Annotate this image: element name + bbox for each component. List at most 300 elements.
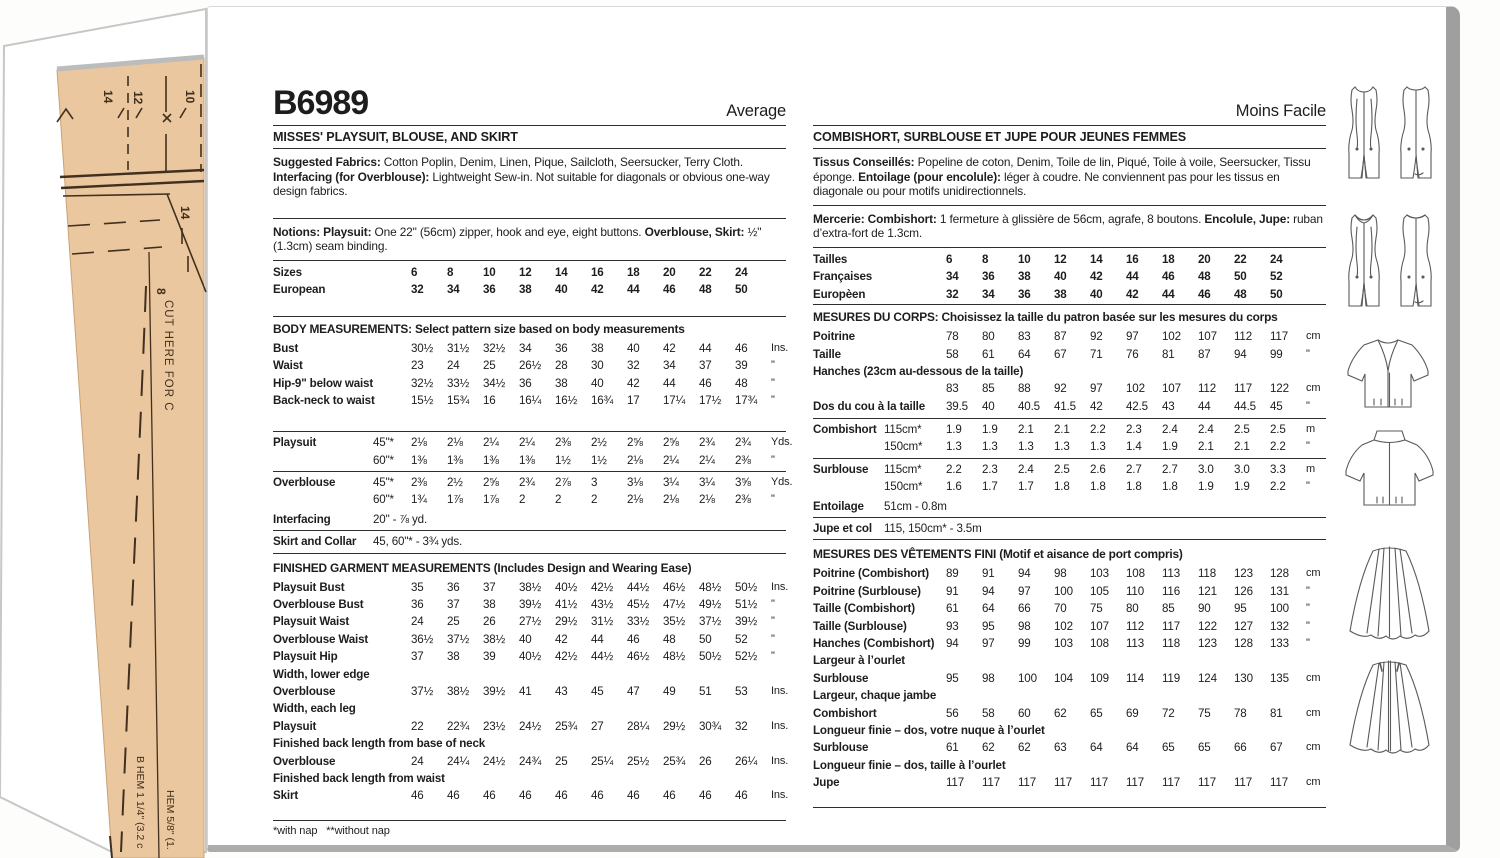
table-cell: 80 (1126, 602, 1139, 616)
table-cell: 40½ (519, 650, 542, 664)
table-cell: 117 (1018, 776, 1037, 790)
table-row (273, 666, 786, 683)
illustration-overblouse-front (1341, 335, 1439, 419)
table-cell: 37 (483, 580, 496, 594)
table-cell: 42 (663, 341, 676, 355)
table-cell: 67 (1270, 741, 1283, 755)
table-cell: 1.6 (946, 480, 962, 494)
unit-cell: m (1306, 462, 1316, 475)
table-cell: 2 (555, 493, 562, 507)
table-cell: 62 (1054, 706, 1067, 720)
table-cell: 32 (627, 359, 640, 373)
table-cell: 51 (699, 685, 712, 698)
table-cell: 1⅜ (483, 453, 499, 467)
unit-cell: " (771, 359, 775, 372)
unit-cell: " (1306, 584, 1310, 597)
tissue-cut-here-label: CUT HERE FOR C (162, 300, 174, 412)
table-row (813, 251, 1326, 268)
row-label: Hanches (23cm au-dessous de la taille) (813, 364, 1024, 378)
divider (813, 418, 1326, 419)
table-cell: 2.5 (1270, 423, 1286, 437)
row-text: 115, 150cm* - 3.5m (884, 522, 982, 536)
table-cell: 2⅛ (627, 493, 643, 507)
table-cell: 38 (555, 376, 568, 390)
table-cell: 2.2 (946, 462, 962, 476)
table-cell: 10 (483, 265, 496, 279)
table-cell: 2.3 (982, 462, 998, 476)
table-row (813, 421, 1326, 438)
table-cell: 2⅜ (735, 453, 751, 467)
row-label: Jupe (813, 776, 840, 790)
row-label: Interfacing (273, 512, 331, 526)
table-cell: 37 (447, 598, 460, 612)
paragraph-bold-text: Entoilage (pour encolule): (858, 169, 1005, 184)
table-cell: 124 (1198, 671, 1217, 685)
table-cell: 22 (1234, 252, 1247, 266)
tissue-hem-label: HEM 5/8" (1. (164, 790, 176, 850)
divider (813, 304, 1326, 305)
unit-cell: " (771, 493, 775, 506)
table-cell: 40 (1090, 287, 1103, 301)
table-cell: 35 (411, 580, 424, 594)
table-cell: 25¾ (663, 754, 686, 768)
table-cell: 38½ (483, 632, 506, 646)
table-cell: 47 (627, 685, 640, 698)
table-cell: 25½ (627, 754, 650, 768)
table-cell: 2.4 (1018, 462, 1034, 476)
table-cell: 97 (982, 637, 995, 650)
table-row (273, 491, 786, 508)
table-cell: 2¾ (519, 476, 535, 490)
table-row (813, 687, 1326, 704)
table-cell: 1.3 (946, 440, 962, 454)
table-cell: 64 (982, 602, 995, 616)
english-column (273, 7, 793, 837)
finished-measurements-table-en (273, 579, 789, 805)
table-cell: 40 (982, 399, 995, 413)
table-row (273, 787, 789, 804)
table-cell: 46 (627, 789, 640, 803)
table-cell: 25¼ (591, 754, 614, 768)
jupe-col-row-fr (813, 520, 1326, 537)
table-cell: 1.8 (1090, 480, 1106, 494)
table-cell: 41.5 (1054, 399, 1076, 413)
table-cell: 37½ (447, 632, 470, 646)
table-cell: 46 (1162, 270, 1175, 284)
table-cell: 8 (982, 252, 989, 266)
table-cell: 1½ (555, 453, 571, 467)
table-cell: 3¼ (699, 476, 715, 490)
table-cell: 87 (1054, 330, 1067, 344)
unit-cell: Ins. (771, 580, 789, 593)
table-cell: 44 (1198, 399, 1211, 413)
table-cell: 34 (447, 283, 460, 297)
row-label: Playsuit (273, 436, 317, 450)
table-cell: 37½ (411, 685, 434, 698)
table-cell: 112 (1126, 619, 1145, 633)
table-cell: 2.7 (1126, 462, 1142, 476)
table-row (273, 718, 789, 735)
table-cell: 38½ (519, 580, 542, 594)
table-row (813, 346, 1326, 363)
table-cell: 32 (411, 283, 424, 297)
table-cell: 109 (1090, 671, 1109, 685)
row-label: Overblouse (273, 476, 336, 490)
row-text: 45, 60"* - 3¾ yds. (373, 535, 463, 549)
unit-cell: " (1306, 602, 1310, 615)
table-cell: 16½ (555, 393, 578, 407)
table-cell: 15½ (411, 393, 434, 407)
sizes-table-fr (813, 251, 1326, 303)
table-cell: 40½ (555, 580, 578, 594)
table-cell: 36 (483, 283, 496, 297)
table-cell: 16¾ (591, 393, 614, 407)
table-cell: 71 (1090, 347, 1103, 361)
table-cell: 1⅞ (447, 493, 463, 507)
table-cell: 39½ (483, 685, 506, 698)
table-cell: 58 (982, 706, 995, 720)
table-cell: 25 (483, 359, 496, 373)
table-row (273, 264, 786, 281)
table-row (813, 268, 1326, 285)
table-cell: 1⅞ (483, 493, 499, 507)
table-row (813, 705, 1326, 722)
table-cell: 46 (663, 283, 676, 297)
divider (813, 539, 1326, 540)
divider (273, 316, 786, 317)
unit-cell: Yds. (771, 476, 793, 489)
table-cell: 94 (1234, 347, 1247, 361)
table-cell: 110 (1126, 584, 1145, 598)
table-row (273, 474, 793, 491)
unit-cell: " (771, 376, 775, 389)
table-row (813, 398, 1326, 415)
table-cell: 38½ (447, 685, 470, 698)
table-cell: 112 (1234, 330, 1253, 344)
paragraph-text: léger à coudre. Ne conviennent pas pour les tissus en diagonale ou pour motifs unidirectionnels. (813, 169, 1280, 199)
table-cell: 130 (1234, 671, 1253, 685)
table-cell: 50 (1270, 287, 1283, 301)
table-cell: 85 (1162, 602, 1175, 616)
tissue-size-14: 14 (101, 90, 115, 104)
paragraph-bold-text: Interfacing (for Overblouse): (273, 169, 433, 184)
row-label (813, 478, 884, 495)
table-cell: 16 (591, 265, 604, 279)
surblouse-yardage-table (813, 461, 1326, 496)
title-en: MISSES' PLAYSUIT, BLOUSE, AND SKIRT (273, 126, 786, 149)
table-cell: 39½ (519, 598, 542, 612)
table-row (273, 700, 786, 717)
table-cell: 2.1 (1018, 423, 1034, 437)
row-label: Poitrine (Combishort) (813, 567, 930, 581)
row-label: Finished back length from base of neck (273, 737, 486, 751)
table-cell: 46 (555, 789, 568, 803)
table-cell: 17 (627, 393, 640, 407)
row-label: Bust (273, 341, 299, 355)
tissue-hem-b-label: B HEM 1 1/4" (3.2 c (134, 756, 146, 849)
table-cell: 2¼ (663, 453, 679, 467)
table-cell: 25 (555, 754, 568, 768)
table-cell: 50 (699, 632, 712, 646)
table-cell: 2.1 (1234, 440, 1250, 454)
table-cell: 40 (1054, 270, 1067, 284)
table-cell: 50 (1234, 270, 1247, 284)
table-cell: 102 (1054, 619, 1073, 633)
unit-cell: Ins. (771, 685, 789, 697)
table-cell: 1.7 (1018, 480, 1034, 494)
illustration-skirt-front (1341, 541, 1439, 645)
table-cell: 46 (735, 341, 748, 355)
unit-cell: " (771, 453, 775, 466)
table-cell: 39 (735, 359, 748, 373)
table-row (813, 328, 1326, 345)
table-cell: 100 (1054, 584, 1073, 598)
row-label (273, 491, 373, 508)
table-cell: 1.9 (982, 423, 998, 437)
table-cell: 61 (982, 347, 995, 361)
unit-cell: " (771, 615, 775, 628)
table-cell: 32 (735, 719, 748, 733)
difficulty-label-en: Average (726, 102, 786, 120)
table-cell: 48 (1198, 270, 1211, 284)
table-row (813, 498, 1326, 515)
table-cell: 34 (946, 270, 959, 284)
row-label: Taille (Surblouse) (813, 619, 907, 633)
row-label: Surblouse (813, 462, 869, 476)
table-cell: 117 (982, 776, 1001, 790)
table-cell: 43½ (591, 598, 614, 612)
table-cell: 12 (1054, 252, 1067, 266)
divider (813, 458, 1326, 459)
table-row (273, 452, 786, 469)
divider (273, 530, 786, 531)
table-cell: 94 (1018, 567, 1031, 581)
table-cell: 42½ (591, 580, 614, 594)
table-row (273, 340, 789, 357)
table-row (813, 583, 1326, 600)
table-cell: 103 (1090, 567, 1109, 581)
table-cell: 133 (1270, 637, 1289, 650)
table-cell: 38 (591, 341, 604, 355)
table-cell: 75 (1198, 706, 1211, 720)
table-cell: 61 (946, 741, 959, 755)
table-cell: 94 (946, 637, 959, 650)
table-cell: 63 (1054, 741, 1067, 755)
table-cell: 41½ (555, 598, 578, 612)
table-cell: 44 (591, 632, 604, 646)
table-row (273, 648, 786, 665)
table-cell: 39 (483, 650, 496, 664)
row-text: 51cm - 0.8m (884, 499, 947, 513)
table-cell: 118 (1162, 637, 1181, 650)
table-row (273, 753, 789, 770)
unit-cell: m (1306, 423, 1316, 436)
table-cell: 44 (1162, 287, 1175, 301)
unit-cell: " (1306, 399, 1310, 412)
table-cell: 1.8 (1162, 480, 1178, 494)
table-cell: 3.3 (1270, 462, 1286, 476)
fabric-width-cell: 115cm* (884, 423, 922, 437)
table-cell: 38 (1054, 287, 1067, 301)
table-cell: 2 (519, 493, 526, 507)
table-cell: 91 (946, 584, 959, 598)
table-cell: 94 (982, 584, 995, 598)
body-measurements-header-en: BODY MEASUREMENTS: Select pattern size based on body measurements (273, 321, 685, 336)
table-cell: 23½ (483, 719, 506, 733)
table-cell: 2.7 (1162, 462, 1178, 476)
table-cell: 104 (1054, 671, 1073, 685)
table-cell: 2.2 (1270, 440, 1286, 454)
table-row (813, 757, 1326, 774)
table-cell: 36 (555, 341, 568, 355)
table-cell: 2⅝ (483, 476, 499, 490)
table-cell: 20 (663, 265, 676, 279)
playsuit-yardage-table (273, 434, 793, 469)
table-cell: 64 (1018, 347, 1031, 361)
table-cell: 38 (1018, 270, 1031, 284)
table-cell: 16 (1126, 252, 1139, 266)
table-cell: 69 (1126, 706, 1139, 720)
table-cell: 2¼ (519, 436, 535, 450)
table-cell: 42½ (555, 650, 578, 664)
table-cell: 39.5 (946, 399, 968, 413)
table-cell: 48 (735, 376, 748, 390)
table-cell: 123 (1198, 637, 1217, 650)
table-cell: 29½ (663, 719, 686, 733)
french-column (813, 7, 1326, 808)
row-label: Tailles (813, 252, 848, 266)
table-cell: 36 (447, 580, 460, 594)
finished-measurements-header-fr: MESURES DES VÊTEMENTS FINI (Motif et aisance de port compris) (813, 547, 1183, 562)
table-cell: 60 (1018, 706, 1031, 720)
table-cell: 38 (483, 598, 496, 612)
table-cell: 2⅝ (663, 436, 679, 450)
illustration-skirt-back (1341, 655, 1439, 759)
table-cell: 2⅜ (555, 436, 571, 450)
table-cell: 2⅛ (699, 493, 715, 507)
table-cell: 75 (1090, 602, 1103, 616)
table-cell: 50½ (699, 650, 722, 664)
table-cell: 46 (627, 632, 640, 646)
table-cell: 42 (1126, 287, 1139, 301)
tissue-size-10: 10 (183, 90, 197, 104)
table-cell: 122 (1270, 382, 1289, 396)
table-cell: 1.4 (1126, 440, 1142, 454)
table-cell: 98 (1054, 567, 1067, 581)
table-cell: 65 (1090, 706, 1103, 720)
table-cell: 46 (591, 789, 604, 803)
table-cell: 62 (1018, 741, 1031, 755)
table-cell: 1¾ (411, 493, 427, 507)
table-cell: 27 (591, 719, 604, 733)
table-cell: 3⅛ (627, 476, 643, 490)
table-cell: 24 (447, 359, 460, 373)
table-cell: 1.9 (946, 423, 962, 437)
table-cell: 108 (1126, 567, 1145, 581)
table-cell: 66 (1018, 602, 1031, 616)
divider (273, 820, 786, 821)
table-cell: 40 (519, 632, 532, 646)
row-label: Overblouse (273, 754, 336, 768)
table-cell: 1⅜ (411, 453, 427, 467)
table-row (273, 579, 789, 596)
row-label (813, 438, 884, 455)
table-cell: 102 (1162, 330, 1181, 344)
table-cell: 33½ (447, 376, 470, 390)
table-cell: 23 (411, 359, 424, 373)
fabric-width-cell: 150cm* (884, 480, 923, 494)
table-cell: 135 (1270, 671, 1289, 685)
table-cell: 40 (627, 341, 640, 355)
table-cell: 52½ (735, 650, 758, 664)
table-row (813, 652, 1326, 669)
table-cell: 76 (1126, 347, 1139, 361)
table-cell: 102 (1126, 382, 1145, 396)
row-label: Width, each leg (273, 702, 356, 716)
table-row (273, 533, 786, 550)
table-cell: 42 (1090, 270, 1103, 284)
unit-cell: cm (1306, 706, 1321, 719)
divider (813, 205, 1326, 206)
divider (273, 471, 786, 472)
entoilage-row-fr (813, 498, 1326, 515)
table-cell: 117 (1054, 776, 1073, 790)
table-cell: 10 (1018, 252, 1031, 266)
row-label: Poitrine (Surblouse) (813, 584, 921, 598)
unit-cell: " (771, 598, 775, 611)
table-cell: 78 (1234, 706, 1247, 720)
unit-cell: " (1306, 440, 1310, 453)
table-cell: 6 (411, 265, 418, 279)
table-cell: 8 (447, 265, 454, 279)
table-cell: 1½ (591, 453, 607, 467)
title-fr: COMBISHORT, SURBLOUSE ET JUPE POUR JEUNES FEMMES (813, 126, 1326, 149)
paragraph-text: ruban d’extra-fort de 1.3cm. (813, 211, 1323, 241)
table-cell: 44½ (627, 580, 650, 594)
divider (273, 218, 786, 219)
table-cell: 24 (1270, 252, 1283, 266)
row-label: Françaises (813, 270, 873, 284)
unit-cell: " (771, 632, 775, 645)
table-cell: 48 (1234, 287, 1247, 301)
illustration-playsuit-collar-front-back (1341, 207, 1439, 317)
table-cell: 6 (946, 252, 953, 266)
table-row (273, 735, 786, 752)
table-cell: 70 (1054, 602, 1067, 616)
table-cell: 30¾ (699, 719, 722, 733)
table-cell: 3 (591, 476, 598, 490)
table-cell: 42 (1090, 399, 1103, 413)
table-row (813, 670, 1326, 687)
table-cell: 52 (1270, 270, 1283, 284)
table-cell: 26¼ (735, 754, 758, 768)
table-cell: 2⅜ (411, 476, 427, 490)
table-cell: 117 (1234, 776, 1253, 790)
unit-cell: " (1306, 480, 1310, 493)
row-label: Taille (Combishort) (813, 602, 915, 616)
table-cell: 44 (699, 341, 712, 355)
overblouse-yardage-table (273, 474, 793, 509)
table-cell: 12 (519, 265, 532, 279)
table-cell: 107 (1090, 619, 1109, 633)
table-cell: 22 (699, 265, 712, 279)
table-cell: 1.9 (1234, 480, 1250, 494)
table-cell: 53 (735, 685, 748, 698)
paragraph-bold-text: Notions: Playsuit: (273, 224, 375, 239)
table-cell: 48½ (663, 650, 686, 664)
row-label: Playsuit Hip (273, 650, 338, 664)
table-row (273, 281, 786, 298)
